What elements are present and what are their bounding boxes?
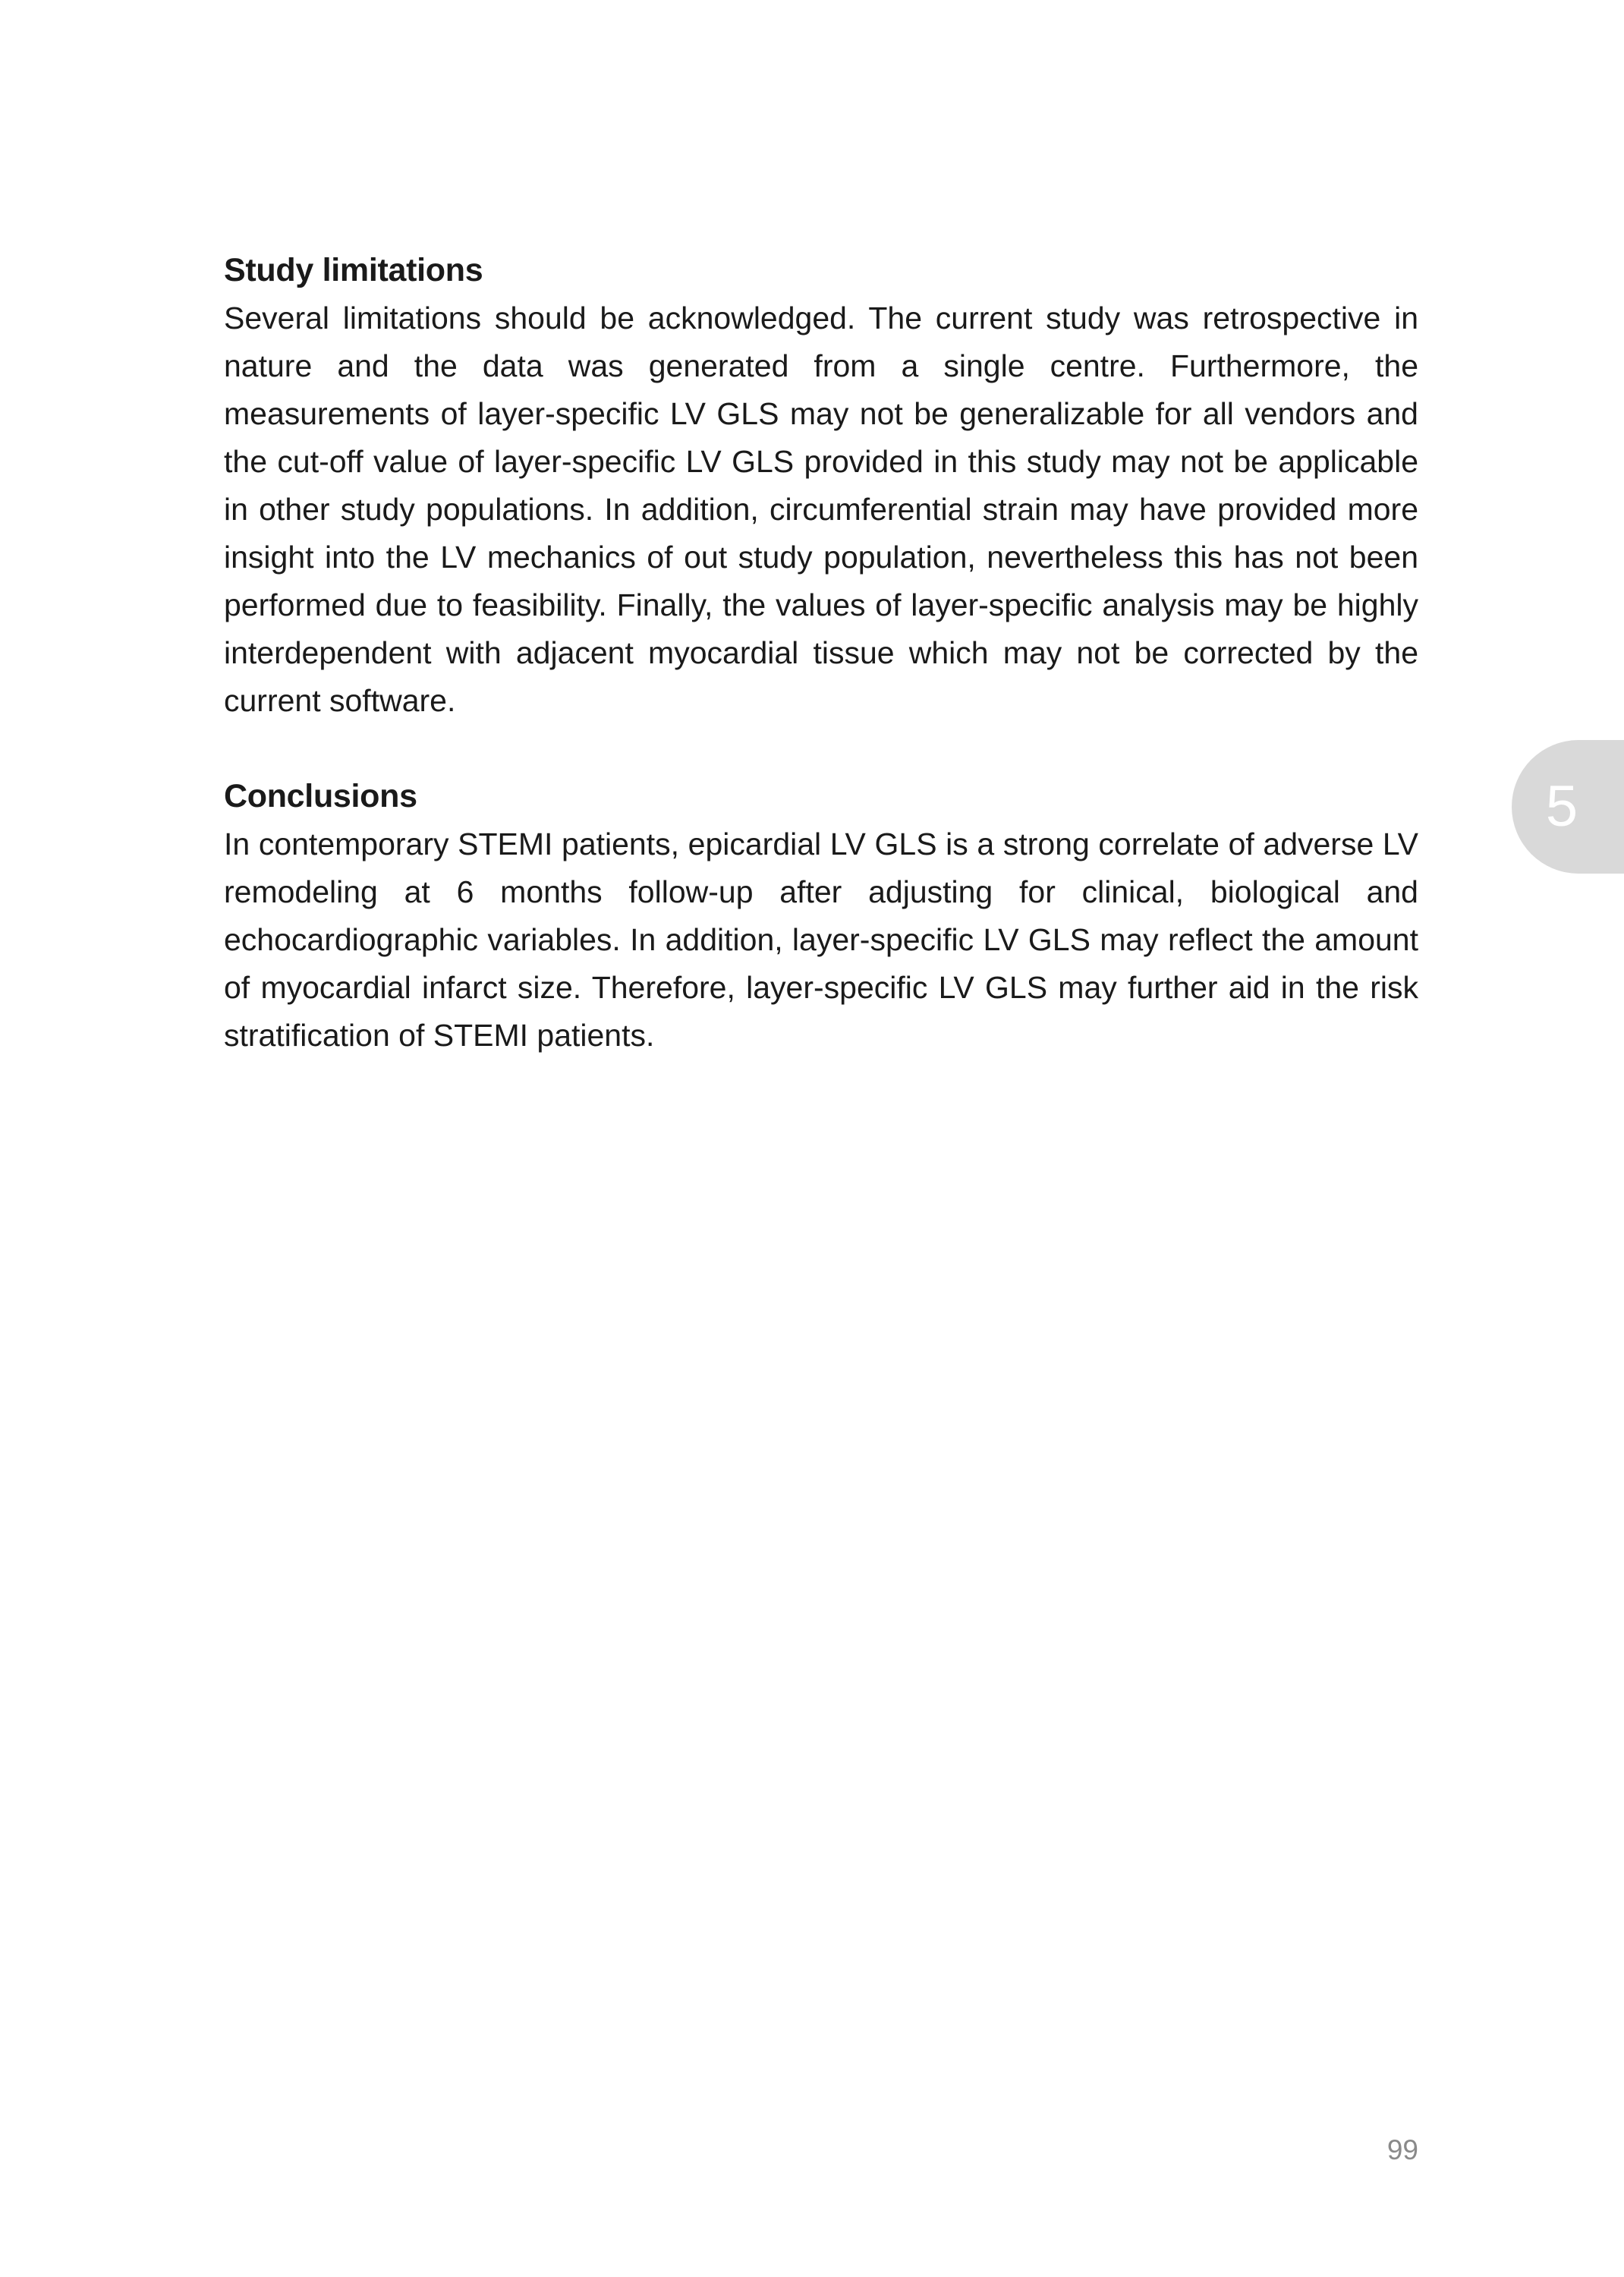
page-number: 99 (1386, 2134, 1418, 2165)
chapter-tab-number: 5 (1545, 774, 1578, 839)
page-content (224, 247, 1418, 1060)
section-heading-conclusions: Conclusions (224, 778, 417, 814)
section-spacer (224, 725, 1418, 773)
section-body-study-limitations: Several limitations should be acknowledged. The current study was retrospective in nature and the data was generated from a single centre. Furthermore, the measurements of layer-specific LV GLS may not be generalizable for all vendors and the cut-off value of layer-specific LV GLS provided in this study may not be applicable in other study populations. In addition, circumferential strain may have provided more insight into the LV mechanics of out study population, nevertheless this has not been performed due to feasibility. Finally, the values of layer-specific analysis may be highly interdependent with adjacent myocardial tissue which may not be corrected by the current software. (224, 301, 1418, 718)
chapter-tab (1512, 740, 1624, 874)
section-body-conclusions: In contemporary STEMI patients, epicardial LV GLS is a strong correlate of adverse LV remodeling at 6 months follow-up after adjusting for clinical, biological and echocardiographic variables. In addition, layer-specific LV GLS may reflect the amount of myocardial infarct size. Therefore, layer-specific LV GLS may further aid in the risk stratification of STEMI patients. (224, 827, 1418, 1053)
section-heading-study-limitations: Study limitations (224, 252, 483, 288)
